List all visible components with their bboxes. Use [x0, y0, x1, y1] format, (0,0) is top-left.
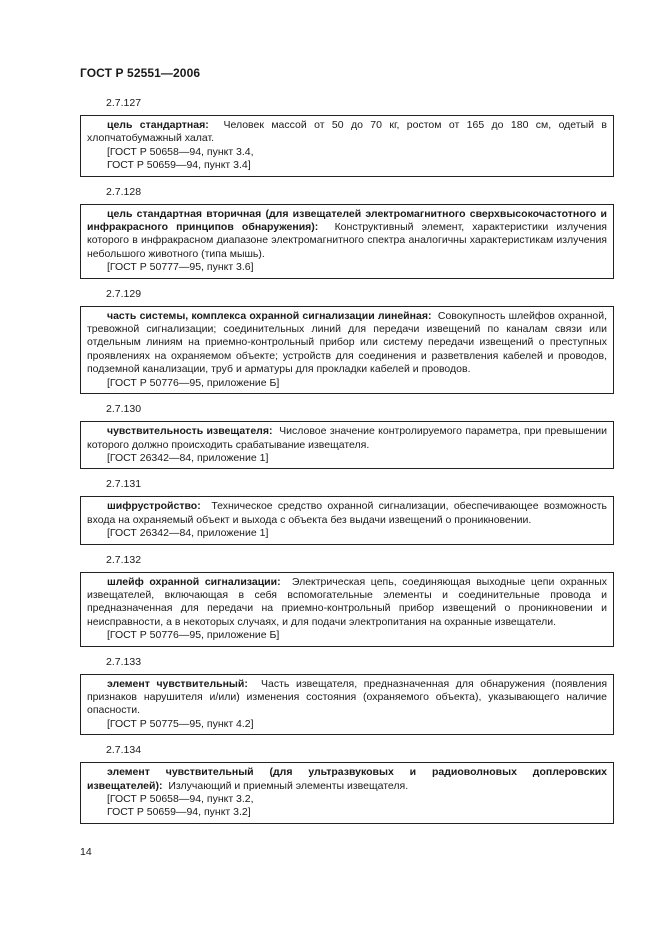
definition-text [87, 425, 607, 452]
reference-line: ГОСТ Р 50659—94, пункт 3.4] [107, 159, 251, 172]
definition-box [80, 115, 614, 177]
reference-list [87, 146, 607, 173]
definition-body: Числовое значение контролируемого параметра, при превышении которого должно происходить срабатывание извещателя. [87, 425, 607, 451]
entry-number: 2.7.133 [106, 655, 142, 668]
term-name: цель стандартная: [107, 119, 209, 131]
definition-body: Конструктивный элемент, характеристики излучения которого в инфракрасном диапазоне электромагнитного спектра аналогичны характеристикам излучения небольшого животного (типа мышь). [87, 221, 607, 260]
definition-box [80, 204, 614, 279]
reference-line: ГОСТ Р 50659—94, пункт 3.2] [107, 806, 251, 819]
reference-list [87, 629, 607, 642]
definition-text [87, 310, 607, 377]
term-name: цель стандартная вторичная (для извещателей электромагнитного сверхвысокочастотного и инфракрасного принципов обнаружения): [87, 207, 607, 234]
definition-text [87, 208, 607, 262]
entry-number: 2.7.132 [106, 553, 142, 566]
definition-text [87, 678, 607, 718]
definition-text [87, 119, 607, 146]
term-name: часть системы, комплекса охранной сигнализации линейная: [107, 309, 432, 322]
term-entry [80, 185, 614, 279]
definition-body: Электрическая цепь, соединяющая выходные цепи охранных извещателей, включающая в себя вспомогательные элементы и соединительные провода и предназначенная для передачи на приемно-контрольный прибор извещений о проникновении и неисправности, а в некоторых случаях, и для подачи электропитания на охранные извещатели. [87, 575, 607, 628]
term-entry [80, 477, 614, 544]
entry-number: 2.7.129 [106, 287, 142, 300]
term-entry [80, 743, 614, 824]
term-name: чувствительность извещателя: [107, 425, 273, 438]
definition-body: Техническое средство охранной сигнализации, обеспечивающее возможность входа на охраняемый объект и выхода с объекта без выдачи извещений о проникновении. [87, 500, 607, 526]
reference-list [87, 793, 607, 820]
term-entry [80, 402, 614, 469]
reference-list [87, 452, 607, 465]
page-number: 14 [80, 846, 92, 858]
entry-number: 2.7.134 [106, 744, 142, 757]
reference-line: [ГОСТ Р 50775—95, пункт 4.2] [107, 717, 254, 730]
reference-line: [ГОСТ Р 50776—95, приложение Б] [107, 376, 280, 389]
reference-line: [ГОСТ 26342—84, приложение 1] [107, 527, 269, 540]
document-header: ГОСТ Р 52551—2006 [80, 66, 201, 80]
term-name: элемент чувствительный (для ультразвуковых и радиоволновых доплеровских извещателей): [87, 766, 607, 792]
term-entry [80, 553, 614, 647]
definition-box [80, 572, 614, 647]
term-name: шлейф охранной сигнализации: [107, 575, 281, 588]
definition-box [80, 421, 614, 469]
reference-list [87, 377, 607, 390]
reference-list [87, 718, 607, 731]
entry-number: 2.7.131 [106, 478, 142, 491]
reference-line: [ГОСТ Р 50776—95, приложение Б] [107, 629, 280, 642]
entry-number: 2.7.130 [106, 403, 142, 416]
definition-box [80, 674, 614, 736]
definition-text [87, 500, 607, 527]
definition-box [80, 762, 614, 824]
term-entry [80, 287, 614, 394]
reference-line: [ГОСТ Р 50658—94, пункт 3.2, [107, 793, 254, 805]
definition-body: Человек массой от 50 до 70 кг, ростом от 165 до 180 см, одетый в хлопчатобумажный халат. [87, 119, 607, 145]
definition-text [87, 576, 607, 630]
definition-body: Совокупность шлейфов охранной, тревожной сигнализации; соединительных линий для передачи извещений по каналам связи или отдельным линиям на приемно-контрольный прибор или систему передачи извещений о преступных проявлениях на охраняемом объекте; устройств для соединения и разветвления кабелей и проводов, подземной канализации, труб и арматуры для прокладки кабелей и проводов. [87, 309, 608, 376]
entry-number: 2.7.128 [106, 185, 142, 198]
definition-body: Часть извещателя, предназначенная для обнаружения (появления признаков нарушителя и/или) изменения состояния (охраняемого объекта), указывающего наличие опасности. [87, 677, 608, 717]
reference-line: [ГОСТ Р 50658—94, пункт 3.4, [107, 145, 254, 158]
definition-box [80, 306, 614, 394]
reference-line: [ГОСТ Р 50777—95, пункт 3.6] [107, 261, 254, 274]
definition-text [87, 766, 607, 793]
term-entry [80, 655, 614, 736]
term-name: шифрустройство: [107, 500, 201, 513]
reference-line: [ГОСТ 26342—84, приложение 1] [107, 451, 269, 464]
term-name: элемент чувствительный: [107, 677, 248, 690]
definition-body: Излучающий и приемный элементы извещателя. [168, 779, 409, 792]
term-entries [80, 96, 614, 832]
reference-list [87, 527, 607, 540]
entry-number: 2.7.127 [106, 97, 142, 109]
term-entry [80, 96, 614, 177]
definition-box [80, 496, 614, 544]
reference-list [87, 261, 607, 274]
